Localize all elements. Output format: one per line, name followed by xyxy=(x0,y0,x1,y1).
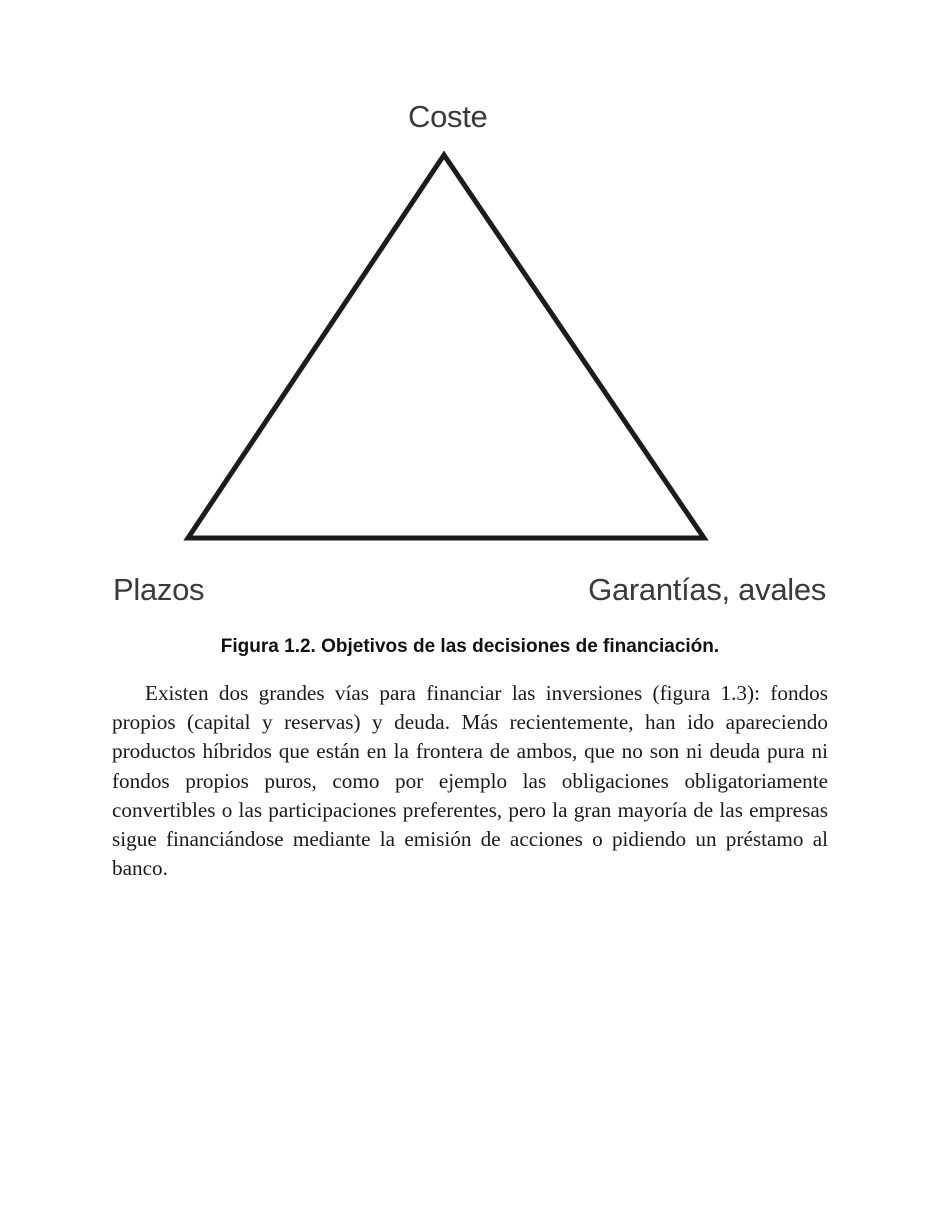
figure-caption: Figura 1.2. Objetivos de las decisiones de financiación. xyxy=(220,636,720,657)
triangle-shape xyxy=(188,155,704,538)
vertex-label-plazos: Plazos xyxy=(113,572,205,607)
vertex-label-garantias: Garantías, avales xyxy=(588,572,826,607)
vertex-label-coste: Coste xyxy=(408,99,488,134)
body-paragraph: Existen dos grandes vías para financiar las inversiones (figura 1.3): fondos propios (capital y reservas) y deuda. Más recientemente, han ido apareciendo productos híbridos que están en la frontera de ambos, que no son ni deuda pura ni fondos propios puros, como por ejemplo las obligaciones obligatoriamente convertibles o las participaciones preferentes, pero la gran mayoría de las empresas sigue financiándose mediante la emisión de acciones o pidiendo un préstamo al banco. xyxy=(112,681,828,881)
